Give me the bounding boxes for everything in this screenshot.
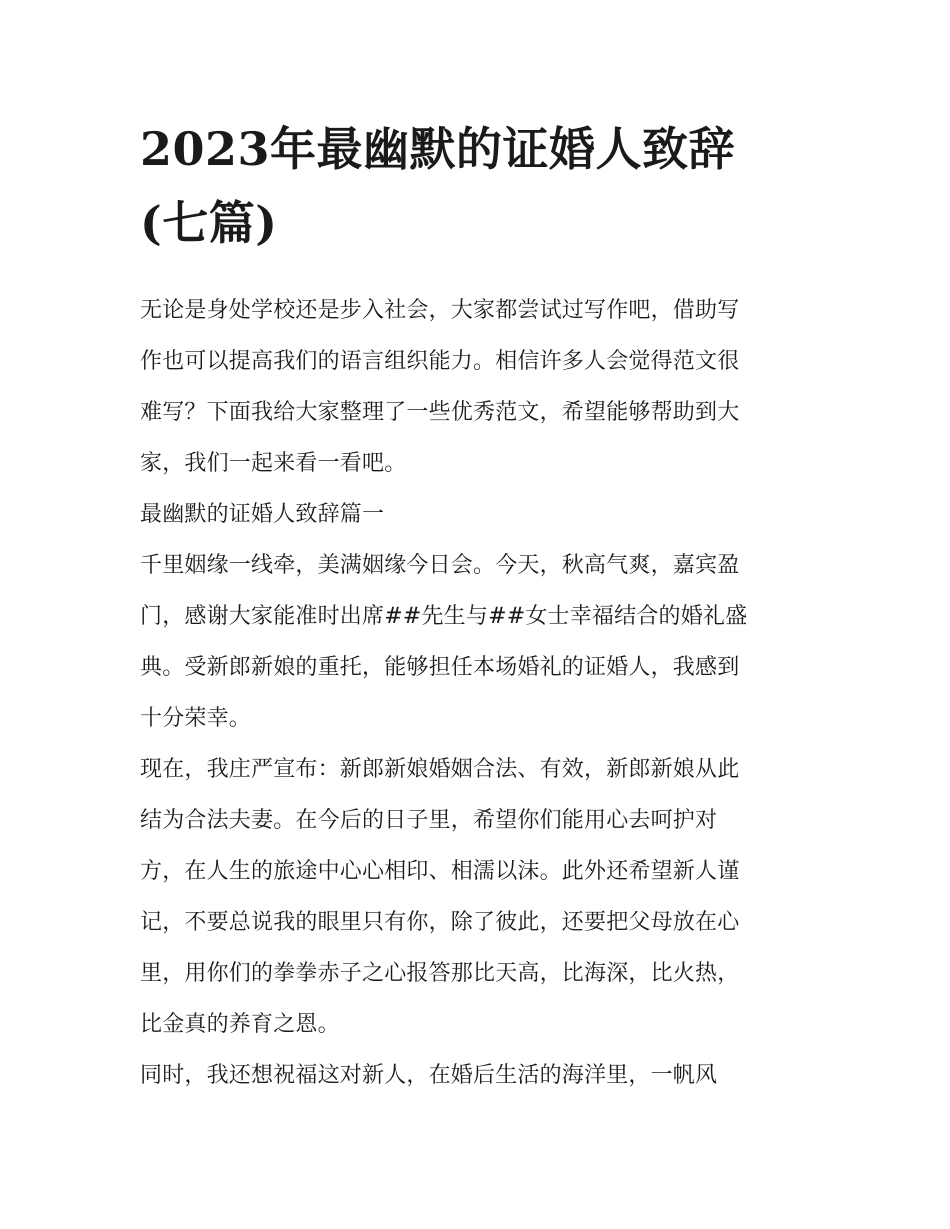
text-line: 难写？下面我给大家整理了一些优秀范文，希望能够帮助到大 — [140, 400, 740, 425]
text-line: 里，用你们的拳拳赤子之心报答那比天高，比海深，比火热， — [140, 961, 740, 986]
text-line: 作也可以提高我们的语言组织能力。相信许多人会觉得范文很 — [140, 349, 740, 374]
title-line: 2023年最幽默的证婚人致辞 — [140, 122, 736, 176]
text-line: 现在，我庄严宣布：新郎新娘婚姻合法、有效，新郎新娘从此 — [140, 757, 740, 782]
text-line: 方，在人生的旅途中心心相印、相濡以沫。此外还希望新人谨 — [140, 859, 740, 884]
speech-paragraph — [140, 1050, 814, 1101]
text-line: 结为合法夫妻。在今后的日子里，希望你们能用心去呵护对 — [140, 808, 718, 833]
text-line: 家，我们一起来看一看吧。 — [140, 451, 407, 476]
document-content — [140, 112, 814, 1101]
text-line: 十分荣幸。 — [140, 706, 252, 731]
text-line: 千里姻缘一线牵，美满姻缘今日会。今天，秋高气爽，嘉宾盈 — [140, 553, 740, 578]
intro-paragraph — [140, 285, 814, 489]
section-heading — [140, 489, 814, 540]
document-body — [140, 285, 814, 1101]
text-line: 典。受新郎新娘的重托，能够担任本场婚礼的证婚人，我感到 — [140, 655, 740, 680]
text-line: 记，不要总说我的眼里只有你，除了彼此，还要把父母放在心 — [140, 910, 740, 935]
text-line: 无论是身处学校还是步入社会，大家都尝试过写作吧，借助写 — [140, 298, 740, 323]
text-line: 比金真的养育之恩。 — [140, 1012, 340, 1037]
title-line: (七篇) — [140, 196, 278, 250]
speech-paragraph — [140, 540, 814, 744]
document-title — [140, 112, 814, 260]
speech-paragraph — [140, 744, 814, 1050]
text-line: 门，感谢大家能准时出席##先生与##女士幸福结合的婚礼盛 — [140, 604, 748, 629]
text-line: 最幽默的证婚人致辞篇一 — [140, 502, 385, 527]
text-line: 同时，我还想祝福这对新人，在婚后生活的海洋里，一帆风 — [140, 1063, 718, 1088]
